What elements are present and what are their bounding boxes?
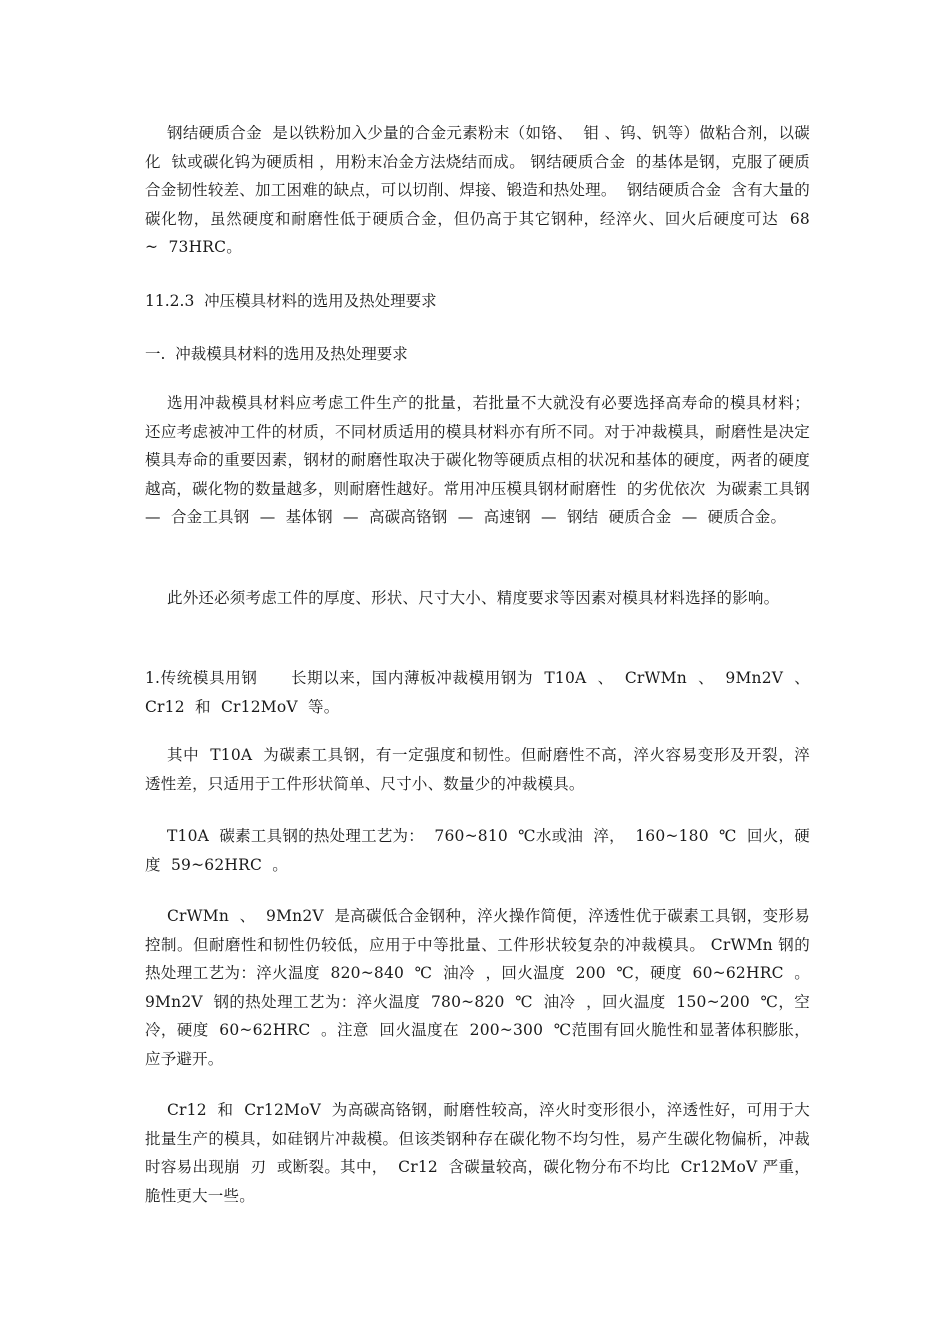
paragraph-cr12-cr12mov: Cr12 和 Cr12MoV 为高碳高铬钢，耐磨性较高，淬火时变形很小，淬透性好，可用于大批量生产的模具，如硅钢片冲裁模。但该类钢种存在碳化物不均匀性，易产生碳化物偏析，冲裁时容易出现崩 刃 或断裂。其中， Cr12 含碳量较高，碳化物分布不均比 Cr12MoV 严重，脆性更大一些。: [145, 1101, 810, 1205]
paragraph-traditional-die-steel: 1.传统模具用钢 长期以来，国内薄板冲裁模用钢为 T10A 、 CrWMn 、 9Mn2V 、 Cr12 和 Cr12MoV 等。: [145, 669, 816, 716]
paragraph-t10a-heat-treatment: T10A 碳素工具钢的热处理工艺为： 760~810 ℃水或油 淬， 160~180 ℃ 回火，硬度 59~62HRC 。: [145, 827, 810, 874]
paragraph-other-factors: 此外还必须考虑工件的厚度、形状、尺寸大小、精度要求等因素对模具材料选择的影响。: [167, 589, 780, 607]
paragraph-crwmn-9mn2v: CrWMn 、 9Mn2V 是高碳低合金钢种，淬火操作简便，淬透性优于碳素工具钢，变形易控制。但耐磨性和韧性仍较低，应用于中等批量、工件形状较复杂的冲裁模具。 CrWMn 钢的热处理工艺为：淬火温度 820~840 ℃ 油冷 ，回火温度 200 ℃，硬度 60~62HRC 。 9Mn2V 钢的热处理工艺为：淬火温度 780~820 ℃ 油冷 ，回火温度 150~200 ℃，空冷，硬度 60~62HRC 。注意 回火温度在 200~300 ℃范围有回火脆性和显著体积膨胀，应予避开。: [145, 907, 821, 1068]
paragraph-cemented-carbide-steel: 钢结硬质合金 是以铁粉加入少量的合金元素粉末（如铬、 钼 、钨、钒等）做粘合剂，以碳化 钛或碳化钨为硬质相 ，用粉末冶金方法烧结而成。 钢结硬质合金 的基体是钢，克服了硬质合金韧性较差、加工困难的缺点，可以切削、焊接、锻造和热处理。 钢结硬质合金 含有大量的碳化物，虽然硬度和耐磨性低于硬质合金，但仍高于其它钢种，经淬火、回火后硬度可达 68 ~ 73HRC。: [145, 124, 821, 256]
paragraph-t10a: 其中 T10A 为碳素工具钢，有一定强度和韧性。但耐磨性不高，淬火容易变形及开裂，淬透性差，只适用于工件形状简单、尺寸小、数量少的冲裁模具。: [145, 746, 810, 793]
paragraph-material-selection: 选用冲裁模具材料应考虑工件生产的批量，若批量不大就没有必要选择高寿命的模具材料；还应考虑被冲工件的材质，不同材质适用的模具材料亦有所不同。对于冲裁模具，耐磨性是决定模具寿命的重要因素，钢材的耐磨性取决于碳化物等硬质点相的状况和基体的硬度，两者的硬度越高，碳化物的数量越多，则耐磨性越好。常用冲压模具钢材耐磨性 的劣优依次 为碳素工具钢 — 合金工具钢 — 基体钢 — 高碳高铬钢 — 高速钢 — 钢结 硬质合金 — 硬质合金。: [145, 394, 821, 526]
subsection-heading-blanking-die: 一. 冲裁模具材料的选用及热处理要求: [145, 345, 408, 363]
section-heading-11-2-3: 11.2.3 冲压模具材料的选用及热处理要求: [145, 292, 437, 310]
